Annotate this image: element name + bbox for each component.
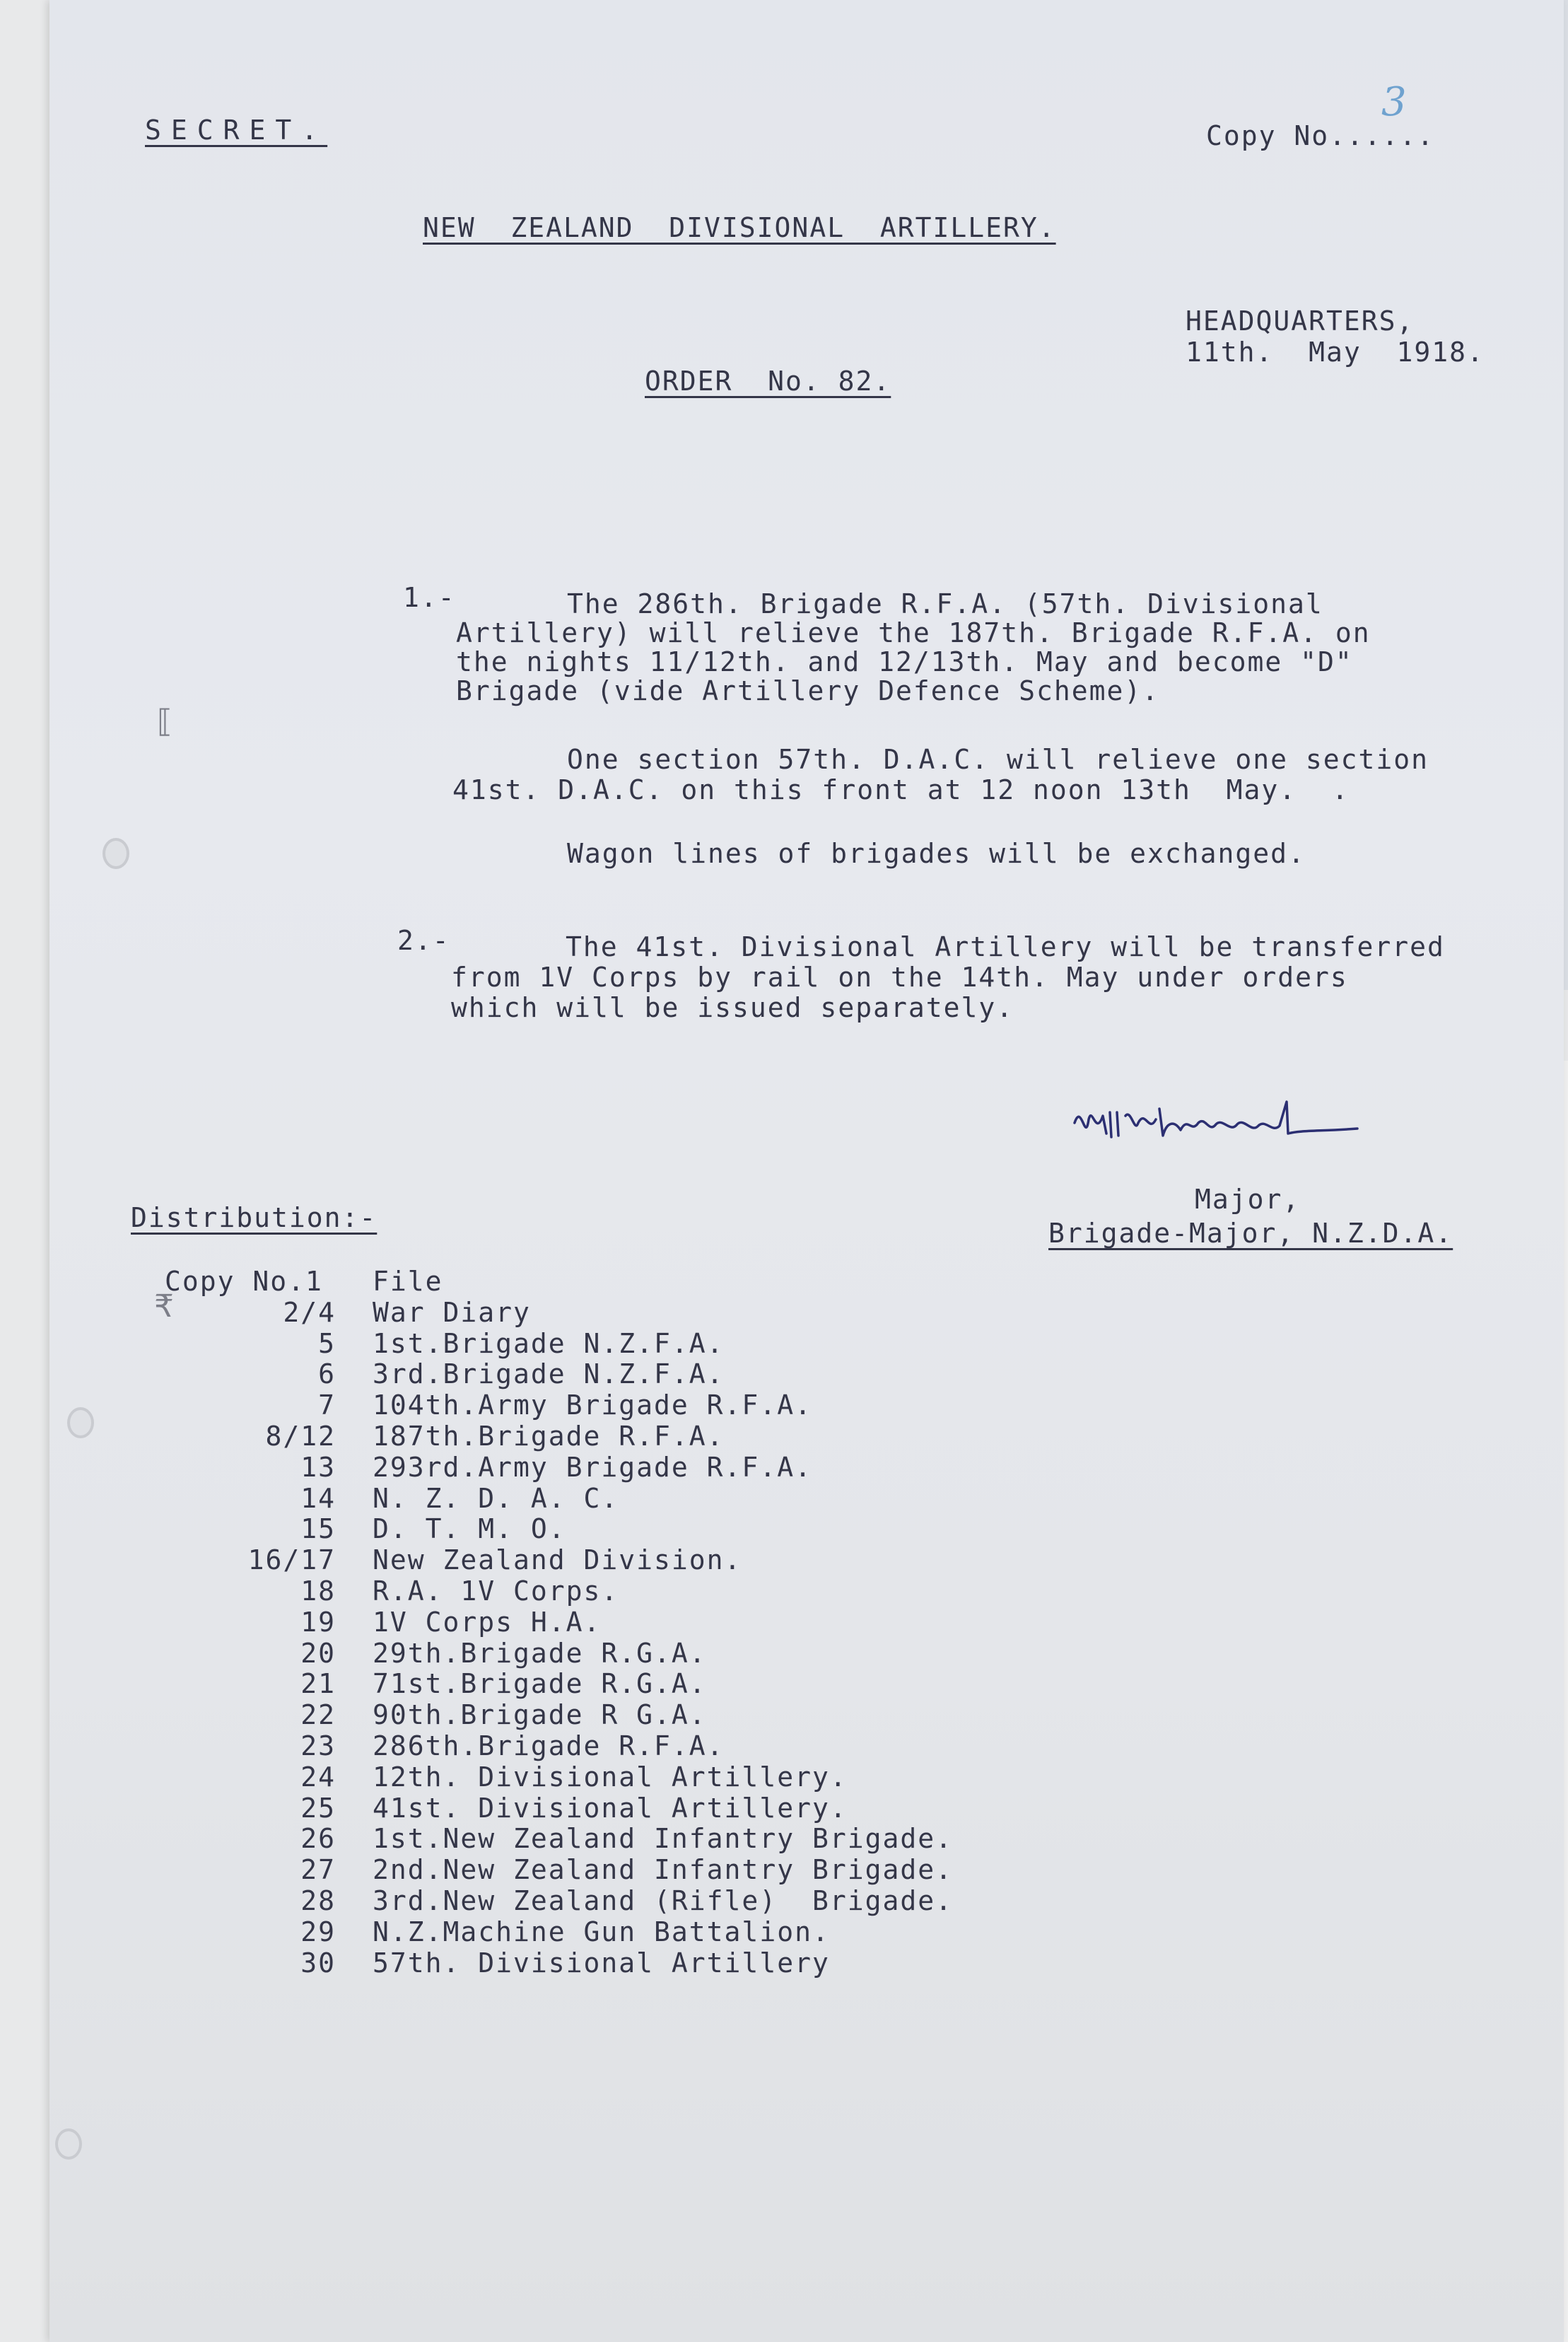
- distribution-recipient: 286th.Brigade R.F.A.: [373, 1730, 725, 1761]
- para-1c-line: Wagon lines of brigades will be exchanged.: [567, 838, 1306, 869]
- para-2-line-2: from 1V Corps by rail on the 14th. May under orders: [451, 962, 1348, 993]
- distribution-recipient: 29th.Brigade R.G.A.: [373, 1637, 707, 1669]
- distribution-recipient: 41st. Divisional Artillery.: [373, 1792, 848, 1824]
- distribution-copy-number: 20: [300, 1637, 336, 1669]
- distribution-copy-number: 2/4: [283, 1296, 336, 1328]
- distribution-recipient: N.Z.Machine Gun Battalion.: [373, 1916, 830, 1947]
- order-title: ORDER No. 82.: [645, 366, 891, 397]
- distribution-copy-number: 5: [318, 1327, 336, 1359]
- distribution-copy-number: 21: [300, 1668, 336, 1700]
- punch-hole-top: [103, 838, 129, 869]
- distribution-copy-number: 6: [318, 1358, 336, 1390]
- distribution-copy-number: 8/12: [265, 1421, 336, 1452]
- distribution-recipient: 104th.Army Brigade R.F.A.: [373, 1390, 812, 1421]
- para-2-line-3: which will be issued separately.: [451, 992, 1014, 1023]
- margin-stamp-mark-2: ₹: [154, 1288, 174, 1324]
- para-1b-line-2: 41st. D.A.C. on this front at 12 noon 13th May. .: [452, 774, 1350, 805]
- distribution-recipient: 57th. Divisional Artillery: [373, 1947, 830, 1979]
- signatory-appointment: Brigade-Major, N.Z.D.A.: [1048, 1218, 1453, 1249]
- distribution-recipient: 12th. Divisional Artillery.: [373, 1761, 848, 1793]
- distribution-recipient: D. T. M. O.: [373, 1513, 566, 1545]
- margin-stamp-mark: ⟦: [157, 704, 172, 740]
- distribution-copy-number: 29: [300, 1916, 336, 1947]
- para-1-line-4: Brigade (vide Artillery Defence Scheme).: [456, 675, 1160, 706]
- distribution-copy-number: 13: [300, 1451, 336, 1483]
- signatory-rank: Major,: [1195, 1184, 1301, 1215]
- distribution-copy-number: 30: [300, 1947, 336, 1979]
- distribution-copy-number: 15: [300, 1513, 336, 1545]
- distribution-recipient: 3rd.New Zealand (Rifle) Brigade.: [373, 1885, 953, 1916]
- para-1-line-2: Artillery) will relieve the 187th. Brigade R.F.A. on: [456, 617, 1371, 648]
- distribution-recipient: File: [373, 1266, 443, 1297]
- punch-hole-bottom: [55, 2128, 82, 2160]
- distribution-copy-number: 14: [300, 1482, 336, 1514]
- para-1-line-3: the nights 11/12th. and 12/13th. May and become "D": [456, 646, 1353, 677]
- classification-label: SECRET.: [145, 115, 328, 146]
- distribution-heading: Distribution:-: [131, 1202, 378, 1233]
- distribution-copy-label: Copy No.1: [165, 1266, 323, 1297]
- distribution-copy-number: 26: [300, 1823, 336, 1855]
- distribution-copy-number: 22: [300, 1699, 336, 1731]
- distribution-recipient: 3rd.Brigade N.Z.F.A.: [373, 1358, 725, 1390]
- hq-date-line: 11th. May 1918.: [1186, 337, 1485, 368]
- distribution-recipient: 2nd.New Zealand Infantry Brigade.: [373, 1854, 953, 1886]
- left-page-edge: [0, 0, 49, 2342]
- distribution-recipient: 187th.Brigade R.F.A.: [373, 1421, 725, 1452]
- distribution-recipient: 71st.Brigade R.G.A.: [373, 1668, 707, 1700]
- distribution-recipient: 90th.Brigade R G.A.: [373, 1699, 707, 1731]
- distribution-recipient: New Zealand Division.: [373, 1544, 742, 1576]
- distribution-copy-number: 27: [300, 1854, 336, 1886]
- handwritten-signature: [1067, 1095, 1364, 1151]
- distribution-copy-number: 19: [300, 1606, 336, 1638]
- para-1-number: 1.-: [403, 582, 456, 613]
- distribution-copy-number: 18: [300, 1575, 336, 1607]
- para-1b-line-1: One section 57th. D.A.C. will relieve one section: [567, 744, 1429, 775]
- distribution-copy-number: 16/17: [247, 1544, 336, 1576]
- copy-number-handwritten: 3: [1381, 79, 1407, 125]
- para-2-line-1: The 41st. Divisional Artillery will be transferred: [566, 931, 1445, 962]
- distribution-recipient: 293rd.Army Brigade R.F.A.: [373, 1451, 812, 1483]
- para-1-line-1: The 286th. Brigade R.F.A. (57th. Divisional: [567, 588, 1323, 619]
- para-2-number: 2.-: [397, 925, 450, 956]
- distribution-copy-number: 23: [300, 1730, 336, 1761]
- hq-line-1: HEADQUARTERS,: [1186, 305, 1415, 337]
- distribution-copy-number: 28: [300, 1885, 336, 1916]
- distribution-copy-number: 24: [300, 1761, 336, 1793]
- punch-hole-middle: [67, 1407, 94, 1438]
- distribution-copy-number: 7: [318, 1390, 336, 1421]
- distribution-recipient: 1V Corps H.A.: [373, 1606, 602, 1638]
- unit-title: NEW ZEALAND DIVISIONAL ARTILLERY.: [423, 212, 1056, 243]
- distribution-recipient: War Diary: [373, 1296, 531, 1328]
- distribution-recipient: 1st.New Zealand Infantry Brigade.: [373, 1823, 953, 1855]
- distribution-recipient: R.A. 1V Corps.: [373, 1575, 619, 1607]
- distribution-recipient: N. Z. D. A. C.: [373, 1482, 619, 1514]
- distribution-copy-number: 25: [300, 1792, 336, 1824]
- distribution-recipient: 1st.Brigade N.Z.F.A.: [373, 1327, 725, 1359]
- copy-number-label: Copy No......: [1206, 120, 1435, 151]
